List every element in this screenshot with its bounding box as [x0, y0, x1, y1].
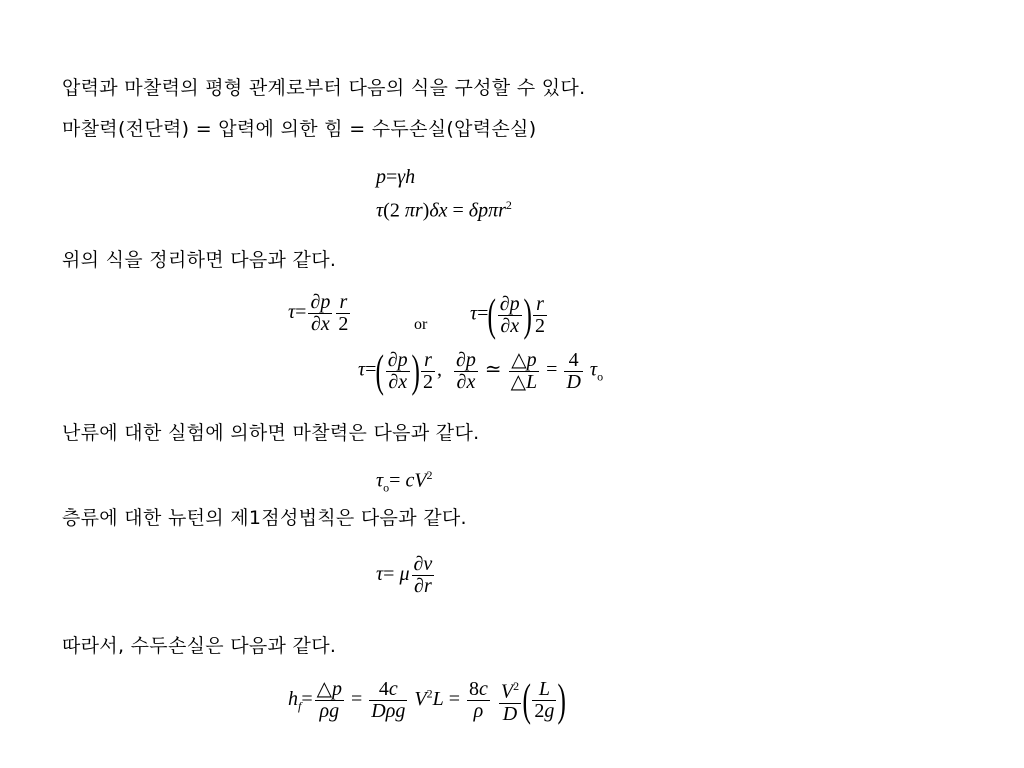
equation-newton-viscosity: τ= μ $\frac{\partial v}{\partial r}$: [376, 553, 433, 597]
text-line-6: 따라서, 수두손실은 다음과 같다.: [62, 635, 337, 657]
text-line-1: 압력과 마찰력의 평형 관계로부터 다음의 식을 구성할 수 있다.: [62, 77, 586, 99]
text-line-3: 위의 식을 정리하면 다음과 같다.: [62, 249, 337, 271]
equation-pressure: p=γh: [376, 166, 416, 188]
equation-force-balance: τ(2 πr)δx = δpπr$^2$: [376, 198, 512, 222]
text-line-5: 층류에 대한 뉴턴의 제1점성법칙은 다음과 같다.: [62, 507, 467, 529]
text-line-2: 마찰력(전단력) = 압력에 의한 힘 = 수두손실(압력손실): [62, 118, 537, 140]
text-line-4: 난류에 대한 실험에 의하면 마찰력은 다음과 같다.: [62, 422, 480, 444]
equation-tau-3: τ=( $\frac{\partial p}{\partial x}$ ) $\frac{r}{2}$ , $\frac{\partial p}{\partial x}$ ≃ $\frac{\triangle p}{\triangle L}$ = $\frac{4}{D}$ $\tau_o$: [358, 345, 604, 396]
equation-turbulent-shear: $\tau_o= cV^2$: [376, 468, 433, 495]
or-label: or: [414, 316, 428, 333]
equation-tau-1: τ= $\frac{\partial p}{\partial x}$ $\frac{r}{2}$: [288, 291, 349, 335]
equation-tau-2: τ=( $\frac{\partial p}{\partial x}$ ) $\frac{r}{2}$: [470, 289, 545, 340]
equation-head-loss: $h_f=$ $\frac{\triangle p}{\rho g}$ = $\frac{4c}{\text{Dρg}}$ $V^2L$ = $\frac{8c}{\rho}$ $\frac{V^2}{D}$ ( $\frac{L}{2g}$ ): [288, 674, 567, 726]
